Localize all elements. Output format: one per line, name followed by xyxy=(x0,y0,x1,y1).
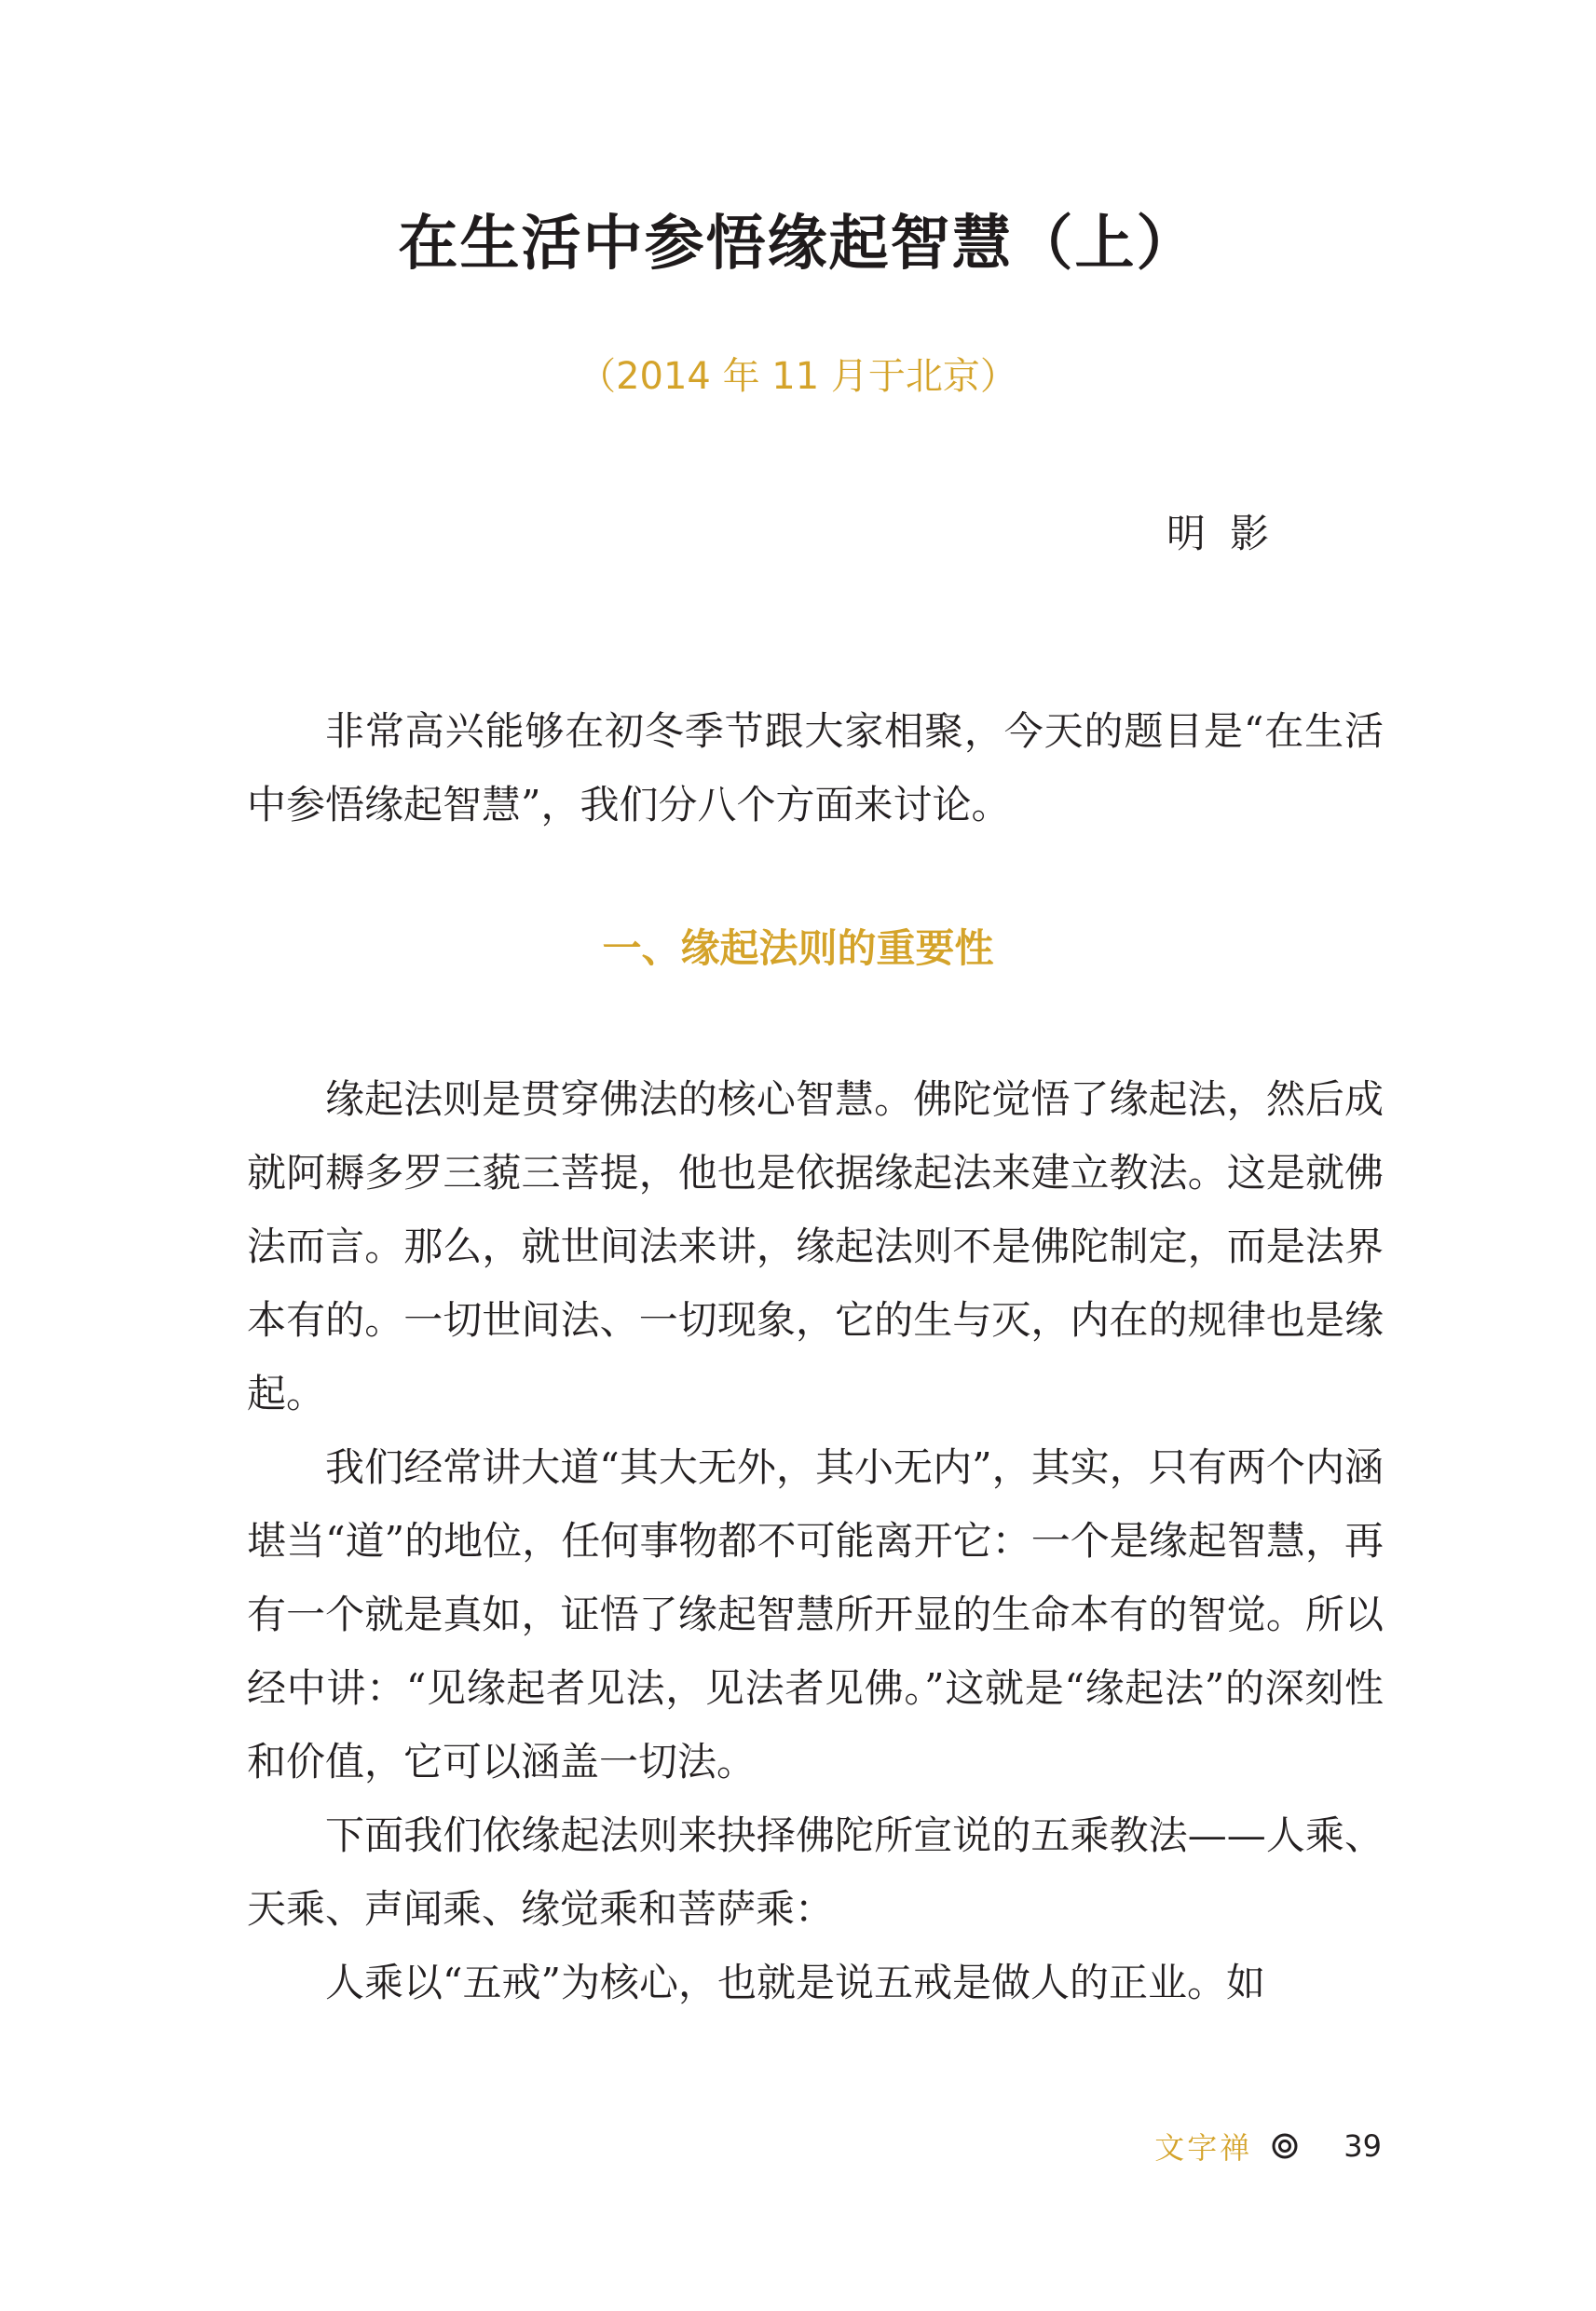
page-title: 在生活中参悟缘起智慧（上） xyxy=(398,209,1198,279)
author-name: 明影 xyxy=(1166,511,1293,556)
intro-section xyxy=(247,694,1384,841)
intro-paragraph: 非常高兴能够在初冬季节跟大家相聚，今天的题目是“在生活中参悟缘起智慧”，我们分八个方面来讨论。 xyxy=(247,708,1384,827)
body-paragraph-2: 我们经常讲大道“其大无外，其小无内”，其实，只有两个内涵堪当“道”的地位，任何事物都不可能离开它：一个是缘起智慧，再有一个就是真如，证悟了缘起智慧所开显的生命本有的智觉。所以经中讲：“见缘起者见法，见法者见佛。”这就是“缘起法”的深刻性和价值，它可以涵盖一切法。 xyxy=(247,1444,1384,1785)
page-footer xyxy=(1154,2125,1382,2167)
main-body-section xyxy=(247,1062,1384,2019)
body-paragraph-1: 缘起法则是贯穿佛法的核心智慧。佛陀觉悟了缘起法，然后成就阿耨多罗三藐三菩提，他也是依据缘起法来建立教法。这是就佛法而言。那么，就世间法来讲，缘起法则不是佛陀制定，而是法界本有的。一切世间法、一切现象，它的生与灭，内在的规律也是缘起。 xyxy=(247,1076,1384,1416)
body-paragraph-3: 下面我们依缘起法则来抉择佛陀所宣说的五乘教法——人乘、天乘、声闻乘、缘觉乘和菩萨乘： xyxy=(247,1812,1384,1932)
section-heading: 一、缘起法则的重要性 xyxy=(602,925,994,971)
subtitle-date-location: （2014 年 11 月于北京） xyxy=(579,355,1017,398)
double-circle-icon xyxy=(1271,2132,1299,2160)
page-number: 39 xyxy=(1344,2128,1382,2164)
footer-book-label: 文字禅 xyxy=(1154,2130,1253,2166)
body-paragraph-4: 人乘以“五戒”为核心，也就是说五戒是做人的正业。如 xyxy=(325,1960,1265,2005)
